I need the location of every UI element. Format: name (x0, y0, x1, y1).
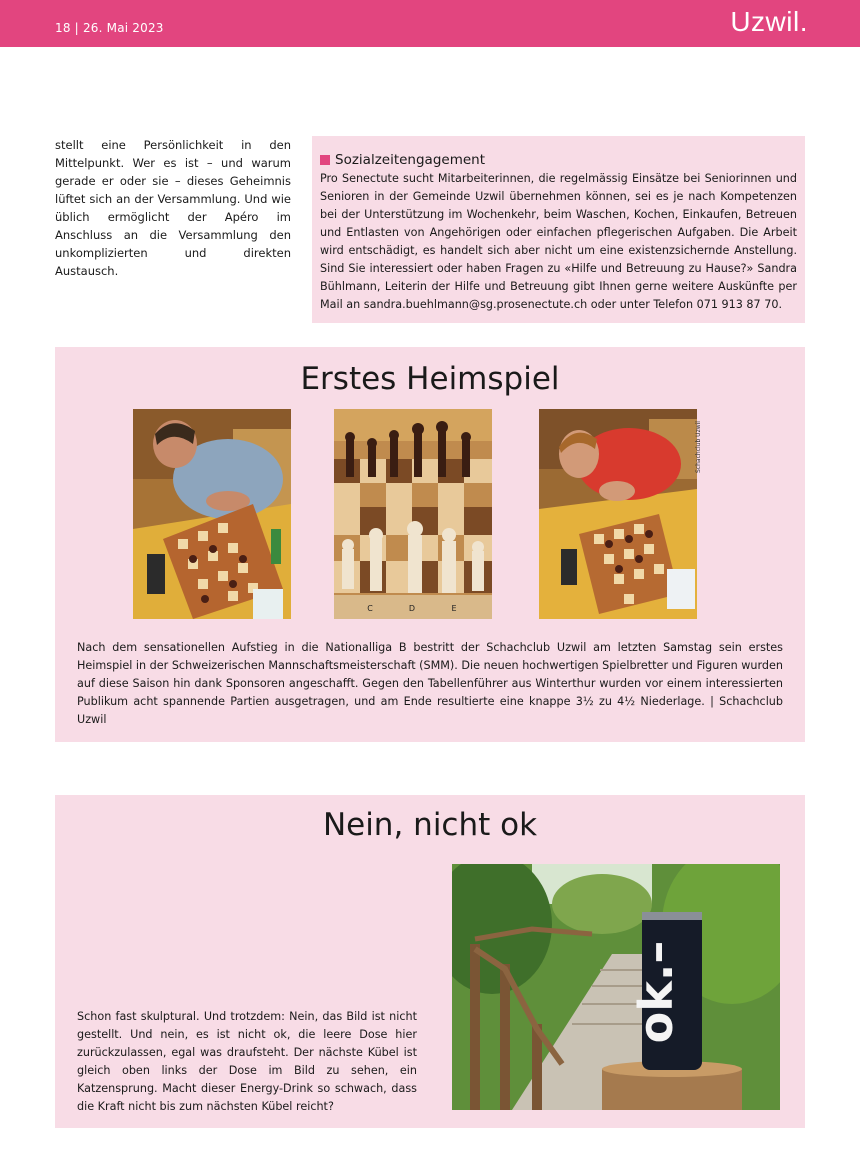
sozialzeitengagement-box (312, 136, 805, 323)
chess-photo-player-two (539, 409, 697, 619)
sozial-title: Sozialzeitengagement (335, 152, 486, 168)
chess-article (55, 347, 805, 742)
page-number-date: 18 | 26. Mai 2023 (55, 21, 164, 35)
chess-heading: Erstes Heimspiel (300, 361, 560, 397)
photo-credit: Schachclub Uzwil (695, 421, 702, 473)
energy-drink-can-photo (452, 864, 780, 1110)
intro-paragraph: stellt eine Persönlichkeit in den Mittelpunkt. Wer es ist – und warum gerade er oder sie – dieses Geheimnis lüftet sich an der Versammlung. Und wie üblich ermöglicht der Apéro im Anschluss an die Versammlung den unkomplizierten und direkten Austausch. (55, 138, 291, 278)
chess-article-text: Nach dem sensationellen Aufstieg in die Nationalliga B bestritt der Schachclub Uzwil am letzten Samstag sein erstes Heimspiel in der Schweizerischen Mannschaftsmeisterschaft (SMM). Die neuen hochwertigen Spielbretter und Figuren wurden auf diese Saison hin dank Sponsoren angeschafft. Gegen den Tabellenführer aus Winterthur wurden vor einem interessierten Publikum acht spannende Partien ausgetragen, und am Ende resultierte eine knappe 3½ zu 4½ Niederlage. | Schachclub Uzwil (77, 641, 783, 726)
nein-heading: Nein, nicht ok (322, 807, 538, 843)
sozial-body: Pro Senectute sucht Mitarbeiterinnen, die regelmässig Einsätze bei Seniorinnen und Senioren in der Gemeinde Uzwil übernehmen können, sei es je nach Kompetenzen bei der Unterstützung im Wochenkehr, beim Waschen, Kochen, Einkaufen, Betreuen und Entlasten von Angehörigen oder einfachen pflegerischen Aufgaben. Die Arbeit wird entschädigt, es handelt sich aber nicht um eine existenzsichernde Anstellung. Sind Sie interessiert oder haben Fragen zu «Hilfe und Betreuung zu Hause?» Sandra Bühlmann, Leiterin der Hilfe und Betreuung gibt Ihnen gerne weitere Auskünfte per Mail an sandra.buehlmann@sg.prosenectute.ch oder unter Telefon 071 913 87 70. (320, 172, 797, 311)
page-header (0, 0, 860, 47)
section-brand: Uzwil. (730, 6, 808, 37)
board-letter-c: C (367, 604, 373, 613)
nein-article (55, 795, 805, 1128)
chess-photo-board (334, 409, 492, 619)
pink-square-icon (320, 155, 330, 165)
sozial-title-row (320, 151, 797, 169)
can-label: ok.– (629, 940, 683, 1044)
board-letter-e: E (451, 604, 457, 613)
nein-article-text: Schon fast skulptural. Und trotzdem: Nein, das Bild ist nicht gestellt. Und nein, es ist nicht ok, die leere Dose hier zurückzulassen, egal was draufsteht. Der nächste Kübel ist gleich oben links der Dose im Bild zu sehen, ein Katzensprung. Macht dieser Energy-Drink so schwach, dass die Kraft nicht bis zum nächsten Kübel reicht? (77, 1010, 417, 1113)
chess-photo-player-one (133, 409, 291, 619)
board-letter-d: D (408, 604, 416, 613)
